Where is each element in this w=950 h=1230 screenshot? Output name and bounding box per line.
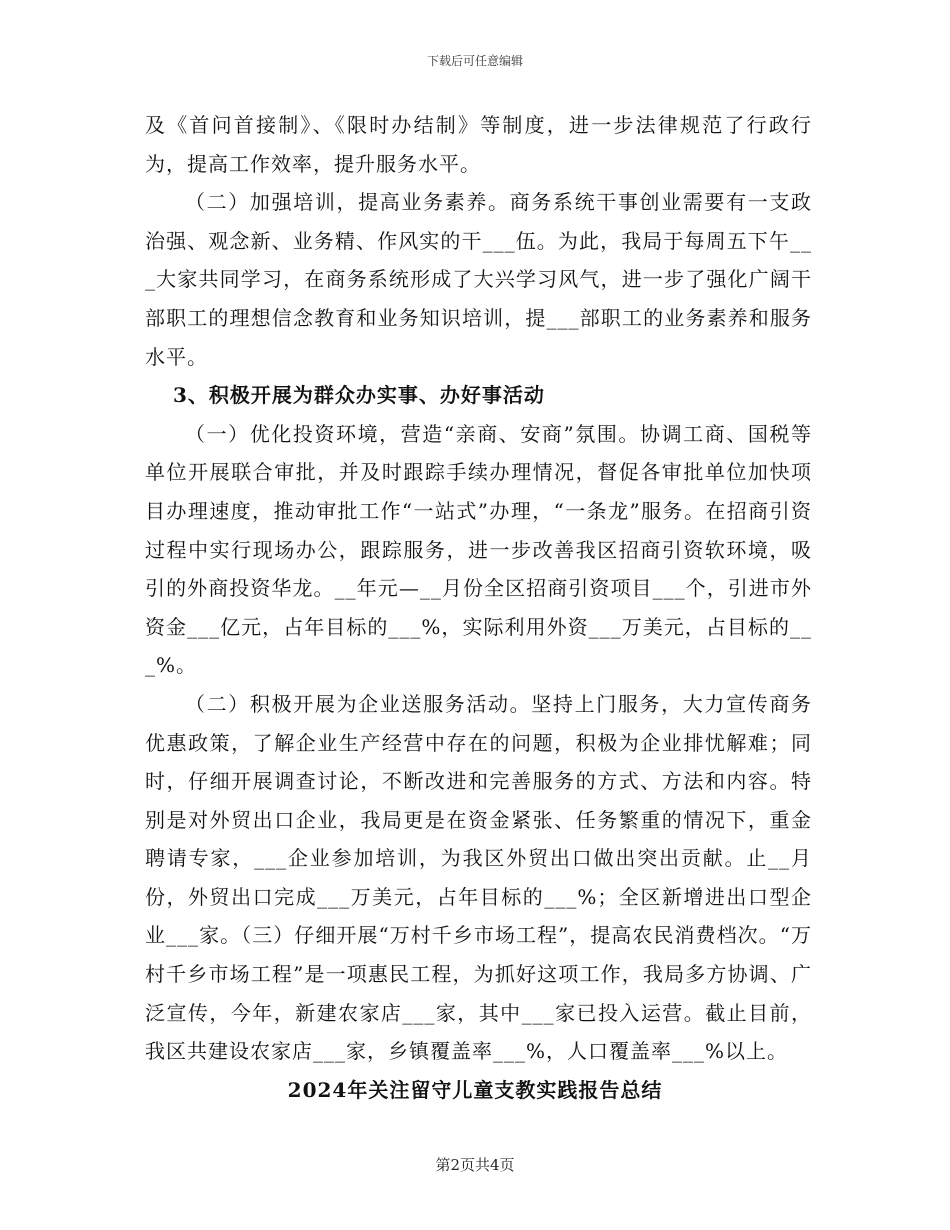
paragraph-continuation: 及《首问首接制》、《限时办结制》等制度，进一步法律规范了行政行为，提高工作效率，提升服务水平。 [145, 113, 812, 176]
next-document-title: 2024年关注留守儿童支教实践报告总结 [287, 1078, 663, 1102]
running-header: 下载后可任意编辑 [426, 54, 523, 68]
paragraph-training: （二）加强培训，提高业务素养。商务系统干事创业需要有一支政治强、观念新、业务精、作风实的干___伍。为此，我局于每周五下午___大家共同学习，在商务系统形成了大兴学习风气，进一步了强化广阔干部职工的理想信念教育和业务知识培训，提___部职工的业务素养和服务水平。 [145, 190, 812, 369]
document-body [145, 106, 812, 1071]
paragraph-investment: （一）优化投资环境，营造“亲商、安商”氛围。协调工商、国税等单位开展联合审批，并及时跟踪手续办理情况，督促各审批单位加快项目办理速度，推动审批工作“一站式”办理，“一条龙”服务。在招商引资过程中实行现场办公，跟踪服务，进一步改善我区招商引资软环境，吸引的外商投资华龙。__年元—__月份全区招商引资项目___个，引进市外资金___亿元，占年目标的___%，实际利用外资___万美元，占目标的___%。 [145, 421, 812, 678]
paragraph-enterprise-service: （二）积极开展为企业送服务活动。坚持上门服务，大力宣传商务优惠政策，了解企业生产经营中存在的问题，积极为企业排忧解难；同时，仔细开展调查讨论，不断改进和完善服务的方式、方法和内容。特别是对外贸出口企业，我局更是在资金紧张、任务繁重的情况下，重金聘请专家，___企业参加培训，为我区外贸出口做出突出贡献。止__月份，外贸出口完成___万美元，占年目标的___%；全区新增进出口型企业___家。（三）仔细开展“万村千乡市场工程”，提高农民消费档次。“万村千乡市场工程”是一项惠民工程，为抓好这项工作，我局多方协调、广泛宣传，今年，新建农家店___家，其中___家已投入运营。截止目前，我区共建设农家店___家，乡镇覆盖率___%，人口覆盖率___%以上。 [145, 691, 812, 1064]
page-number-footer: 第2页共4页 [435, 1156, 515, 1174]
section-heading: 3、积极开展为群众办实事、办好事活动 [173, 383, 545, 408]
